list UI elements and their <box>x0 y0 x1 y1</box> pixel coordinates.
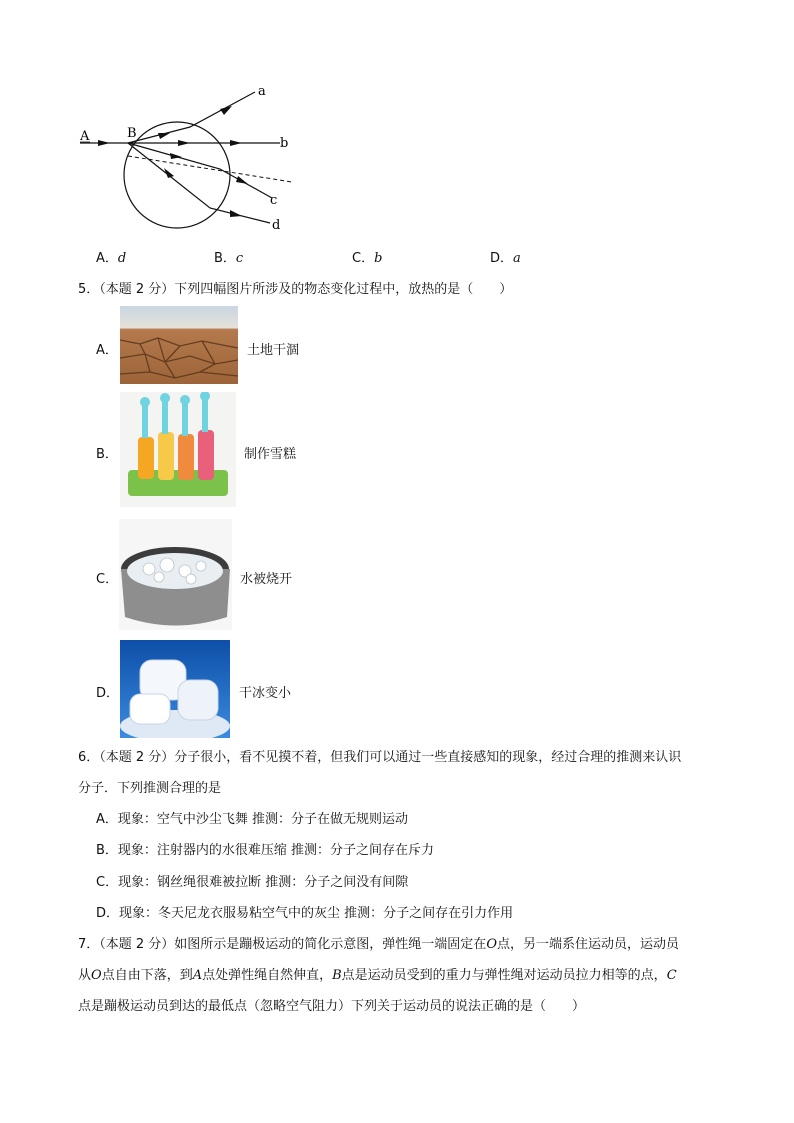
q7-stem-line1 <box>78 937 679 953</box>
label-B: B <box>127 126 137 141</box>
q7-stem-line3: 点是蹦极运动员到达的最低点（忽略空气阻力）下列关于运动员的说法正确的是（ ） <box>78 999 586 1014</box>
label-d: d <box>272 218 281 233</box>
option-value: d <box>117 251 127 266</box>
text: 点自由下落，到 <box>101 968 193 983</box>
q6-stem-line2: 分子．下列推测合理的是 <box>78 781 222 796</box>
popsicle-mold-image <box>120 392 236 507</box>
label-A: A <box>80 129 90 144</box>
text: 点，另一端系住运动员，运动员 <box>496 937 679 952</box>
point-o: O <box>486 937 497 952</box>
dry-cracked-earth-image <box>120 306 238 384</box>
dashed-normal <box>128 156 292 182</box>
text: 7．（本题 2 分）如图所示是蹦极运动的简化示意图，弹性绳一端固定在 <box>78 937 487 952</box>
ray-d <box>128 143 270 223</box>
option-letter: D． <box>490 251 514 266</box>
q4-option-b <box>214 251 243 267</box>
q5-option-d-caption: 干冰变小 <box>239 686 292 701</box>
q6-stem-line1: 6．（本题 2 分）分子很小，看不见摸不着，但我们可以通过一些直接感知的现象，经过合理的推测来认识 <box>78 750 682 765</box>
q6-option-b: B．现象：注射器内的水很难压缩 推测：分子之间存在斥力 <box>96 843 435 858</box>
q5-option-b-caption: 制作雪糕 <box>244 447 297 462</box>
optics-diagram <box>70 80 310 240</box>
text: 从 <box>78 968 92 983</box>
ray-a <box>128 92 255 143</box>
q6-option-c: C．现象：钢丝绳很难被拉断 推测：分子之间没有间隙 <box>96 875 409 890</box>
q6-option-d: D．现象：冬天尼龙衣服易粘空气中的灰尘 推测：分子之间存在引力作用 <box>96 906 514 921</box>
ray-c <box>128 143 272 198</box>
point-o: O <box>91 968 102 983</box>
q4-option-a <box>96 251 126 267</box>
q6-option-a: A．现象：空气中沙尘飞舞 推测：分子在做无规则运动 <box>96 812 409 827</box>
q7-stem-line2 <box>78 968 677 984</box>
boiling-water-pot-image <box>119 519 232 630</box>
label-c: c <box>270 193 278 208</box>
text: 点处弹性绳自然伸直， <box>202 968 333 983</box>
point-c: C <box>666 968 677 983</box>
point-b: B <box>332 968 342 983</box>
option-letter: B． <box>214 251 236 266</box>
q4-option-d <box>490 251 521 267</box>
q5-stem: 5．（本题 2 分）下列四幅图片所涉及的物态变化过程中，放热的是（ ） <box>78 282 513 297</box>
label-a: a <box>258 84 266 99</box>
dry-ice-image <box>120 640 230 738</box>
q5-option-d-letter: D． <box>96 686 120 701</box>
q5-option-b-letter: B． <box>96 447 118 462</box>
q5-option-a-letter: A． <box>96 343 118 358</box>
option-letter: C． <box>352 251 375 266</box>
q5-option-a-caption: 土地干涸 <box>247 343 300 358</box>
q5-option-c-letter: C． <box>96 572 119 587</box>
q5-option-c-caption: 水被烧开 <box>240 572 293 587</box>
point-a: A <box>192 968 203 983</box>
text: 点是运动员受到的重力与弹性绳对运动员拉力相等的点， <box>341 968 667 983</box>
label-b: b <box>280 136 289 151</box>
option-value: b <box>374 251 383 266</box>
option-value: a <box>513 251 521 266</box>
option-letter: A． <box>96 251 118 266</box>
sphere-circle <box>124 122 230 228</box>
q4-option-c <box>352 251 382 267</box>
option-value: c <box>235 251 244 266</box>
